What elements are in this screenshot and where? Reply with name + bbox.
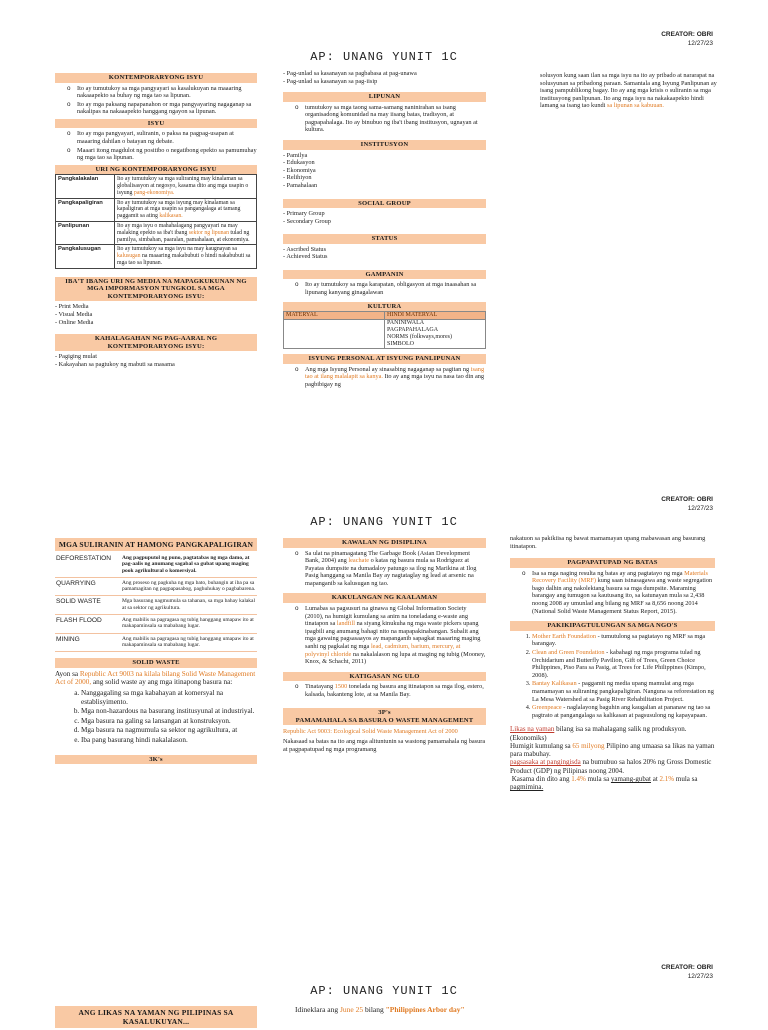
solid-waste-list [55, 689, 257, 745]
suliranin-key: FLASH FLOOD [55, 615, 121, 634]
list-item: - Visual Media [55, 310, 93, 318]
ngo-list [510, 633, 715, 720]
uri-value: Ito ay tumutukoy sa mga suliraning may kinalaman sa globalisasyon at negosyo, kasama dito ang mga usapin o isyung pang-ekonomiya. [115, 175, 257, 198]
table-row [56, 245, 257, 268]
list-item: o Tinatayang 1500 tonelada ng basura ang itinatapon sa mga ilog, estero, kalsada, bakanteng lote, at sa Manila Bay. [283, 683, 486, 698]
table-row [284, 320, 486, 349]
ra-9003-label: Republic Act 9003: Ecological Solid Waste Management Act of 2000 [283, 728, 458, 736]
table-row [56, 222, 257, 245]
uri-key: Panlipunan [56, 222, 115, 245]
isyu-list [55, 130, 257, 161]
uri-value: Ito ay mga isyu o mahahalagang pangyayari na may malaking epekto sa iba't ibang sektor ng lipunan tulad ng pamilya, simbahan, paaralan, pamahalaan, at ekonomiya. [115, 222, 257, 245]
list-item: - Achieved Status [283, 253, 328, 261]
page-1 [0, 0, 768, 460]
uri-key: Pangkapaligiran [56, 198, 115, 221]
heading-pagpapatupad: PAGPAPATUPAD NG BATAS [510, 558, 715, 568]
media-list [55, 303, 257, 326]
kultura-cell: PANINIWALA PAGPAPAHALAGA NORMS (folkways,mores) SIMBOLO [385, 320, 486, 349]
list-item: o Isa sa mga naging resulta ng batas ay ang pagtatayo ng mga Materials Recovery Facility (MRF) kung saan isinasagawa ang waste segregation bago dalhin ang nakolektang basura sa mga dumpsite. Maraming barangay ang tumugon sa kautusang ito, sa katunayan mula sa 2,438 noong 2008 ay umunlad ang bilang ng MRF sa 8,656 noong 2014 (National Solid Waste Management Status Report, 2015). [510, 570, 715, 616]
p2-column-1 [55, 535, 257, 766]
creator-label: CREATOR: OBRI [661, 964, 713, 971]
list-item: 2. Clean and Green Foundation - kabahagi ng mga programa tulad ng Orchidarium and Butterfly Pavilion, Gift of Trees, Green Choice Philippines, Piso Para sa Pasig, at Trees for Life Philippines (Kimpo, 2008). [532, 649, 715, 679]
list-item: - Kakayahan sa pagtukoy ng mabuti sa masama [55, 360, 175, 368]
list-item: o Maaari itong magdulot ng positibo o negatibong epekto sa pamumuhay ng mga tao sa lipunan. [55, 147, 257, 162]
kakulangan-list [283, 605, 486, 666]
heading-kontemporaryong-isyu: KONTEMPORARYONG ISYU [55, 73, 257, 83]
institusyon-list [283, 152, 486, 190]
p2-column-2 [283, 535, 486, 753]
table-row [55, 553, 257, 577]
list-item: - Print Media [55, 303, 89, 311]
list-item: e. Iba pang basurang hindi nakalalason. [81, 736, 257, 745]
heading-kakulangan: KAKULANGAN NG KAALAMAN [283, 593, 486, 603]
list-item: 4. Greenpeace - naglalayong baguhin ang kaugalian at pananaw ng tao sa pagtrato at pangangalaga sa kalikasan at pagsusulong ng kapayapaan. [532, 704, 715, 719]
heading-3ps: 3P's PAMAMAHALA SA BASURA O WASTE MANAGEMENT [283, 708, 486, 725]
likas-yaman-text: Likas na yaman bilang isa sa mahalagang salik ng produksyon. (Ekonomiks) Humigit kumulang sa 65 milyong Pilipino ang umaasa sa likas na yaman para mabuhay. pagsasaka at pangingisda na bumubuo sa halos 20% ng Gross Domestic Product (GDP) ng Pilipinas noong 2004. Kasama din dito ang 1.4% mula sa yamang-gubat at 2.1% mula sa pagmimina. [510, 725, 715, 792]
uri-table [55, 174, 257, 269]
list-item: - Primary Group [283, 210, 325, 218]
p3-column-2 [283, 1005, 486, 1014]
p3-column-1 [55, 1003, 257, 1030]
arbor-day-text: Idineklara ang June 25 bilang "Philippines Arbor day" [295, 1005, 465, 1014]
heading-uri: URI NG KONTEMPORARYONG ISYU [55, 165, 257, 175]
suliranin-value: Ang mabilis na pagragasa ng tubig hanggang umapaw ito at makapaminsala sa mababang lugar. [121, 615, 257, 634]
list-item: b. Mga non-hazardous na basurang institusyunal at industriyal. [81, 707, 257, 716]
katigasan-list [283, 683, 486, 698]
kultura-col-hindi-materyal: HINDI MATERYAL [385, 312, 486, 320]
heading-likas-yaman: ANG LIKAS NA YAMAN NG PILIPINAS SA KASALUKUYAN... [55, 1006, 257, 1028]
creator-date: 12/27/23 [687, 40, 713, 47]
list-item: d. Mga basura na nagmumula sa sektor ng agrikultura, at [81, 726, 257, 735]
pagpapatupad-list [510, 570, 715, 616]
kultura-table [283, 311, 486, 349]
heading-institusyon: INSTITUSYON [283, 140, 486, 150]
table-row [56, 198, 257, 221]
heading-kultura: KULTURA [283, 302, 486, 312]
uri-key: Pangkalusugan [56, 245, 115, 268]
heading-lipunan: LIPUNAN [283, 92, 486, 102]
list-item: - Ascribed Status [283, 245, 327, 253]
creator-label: CREATOR: OBRI [661, 31, 713, 38]
isyu-solusyon-text: solusyon kung saan ilan sa mga isyu na ito ay pribado at nararapat na solusyunan sa pribadong paraan. Samantala ang Isyung Panlipunan ay isang pampublikong bagay. Ito ay ang mga krisis o suliranin sa mga institusyong panlipunan. Ito ang mga isyu na nakakaapekto hindi lamang sa isang tao kundi sa lipunan sa kabuuan. [540, 72, 717, 110]
heading-kahalagahan: KAHALAGAHAN NG PAG-AARAL NG KONTEMPORARYONG ISYU: [55, 334, 257, 351]
heading-ngos: PAKIKIPAGTULUNGAN SA MGA NGO'S [510, 621, 715, 631]
p1-column-2 [283, 70, 486, 389]
list-item: a. Nanggagaling sa mga kabahayan at komersyal na establisyimento. [81, 689, 257, 706]
solid-waste-intro: Ayon sa Republic Act 9003 na kilala bilang Solid Waste Management Act of 2000, ang solid waste ay ang mga itinapong basura na: [55, 669, 256, 687]
list-item: - Edukasyon [283, 159, 315, 167]
suliranin-value: Ang pagpuputol ng puno, pagtatabas ng mga damo, at pag-aalis ng anumang sagabal sa gubat upang maging pook agrikultural o komersiyal. [121, 553, 257, 577]
list-item: o Ito ay tumutukoy sa mga karapatan, obligasyon at mga inaasahan sa lipunang kanyang ginagalawan [283, 281, 486, 296]
creator-block [661, 30, 713, 48]
list-item: - Pagiging mulat [55, 353, 97, 361]
heading-solid-waste: SOLID WASTE [55, 658, 257, 668]
heading-media: IBA'T IBANG URI NG MEDIA NA MAPAGKUKUNAN NG MGA IMPORMASYON TUNGKOL SA MGA KONTEMPORARYONG ISYU: [55, 277, 257, 302]
list-item: - Pag-unlad sa kasanayan sa pagbabasa at pag-unawa [283, 70, 417, 77]
list-item: - Ekonomiya [283, 166, 316, 174]
heading-gampanin: GAMPANIN [283, 270, 486, 280]
list-item: 3. Bantay Kalikasan - paggamit ng media upang mamulat ang mga mamamayan sa suliraning pangkapaligiran. Nanguna sa reforestation ng La Mesa Watershed at sa Pasig River Rehabilitation Project. [532, 680, 715, 703]
list-item: - Secondary Group [283, 217, 331, 225]
page-3 [0, 950, 768, 1024]
suliranin-key: QUARRYING [55, 577, 121, 596]
uri-value: Ito ay tumutukoy sa mga isyu na may kaugnayan sa kalusugan na maaaring makabubuti o hindi nakabubuti sa mga tao sa lipunan. [115, 245, 257, 268]
suliranin-key: SOLID WASTE [55, 596, 121, 615]
list-item: o Ang mga Isyung Personal ay sinasabing nagaganap sa pagitan ng isang tao at ilang malalapit sa kanya. Ito ay ang mga isyu na nasa tao din ang pagbibigay ng [283, 366, 486, 389]
list-item: - Pag-unlad sa kasanayan sa pag-iisip [283, 77, 378, 85]
ra-9003-text: Nakasaad sa batas na ito ang mga alituntunin sa wastong pamamahala ng basura at pagpapatupad ng mga programang [283, 738, 486, 753]
list-item: c. Mga basura na galing sa lansangan at konstruksyon. [81, 717, 257, 726]
kultura-col-materyal: MATERYAL [284, 312, 385, 320]
kawalan-list [283, 550, 486, 588]
heading-kawalan: KAWALAN NG DISIPLINA [283, 538, 486, 548]
heading-status: STATUS [283, 234, 486, 244]
list-item: o tumutukoy sa mga taong sama-samang naninirahan sa isang organisadong komunidad na may iisang batas, tradisyon, at pagpapahalaga. Ito ay binubuo ng iba't ibang institusyon, ugnayan at kultura. [283, 104, 486, 134]
list-item: - Pamilya [283, 151, 308, 159]
creator-date: 12/27/23 [687, 505, 713, 512]
heading-social-group: SOCIAL GROUP [283, 199, 486, 209]
list-item: o Ito ay tumutukoy sa mga pangyayari sa kasalukuyan na maaaring nakaaapekto sa buhay ng mga tao sa lipunan. [55, 85, 257, 100]
list-item: o Ito ay mga pangyayari, suliranin, o paksa na pagpag-usapan at maaaring dahilan o batayan ng debate. [55, 130, 257, 145]
nakatuon-text: nakatuon sa pakikiisa ng bawat mamamayan upang mabawasan ang basurang itinatapon. [510, 535, 706, 550]
p2-column-3 [510, 535, 715, 792]
table-row [284, 312, 486, 320]
uri-key: Pangkalakalan [56, 175, 115, 198]
page-title: AP: UNANG YUNIT 1C [310, 50, 458, 64]
heading-katigasan: KATIGASAN NG ULO [283, 672, 486, 682]
table-row [55, 577, 257, 596]
list-item: o Lumabas sa pagsusuri na ginawa ng Global Information Society (2010), na humigit kumulang sa anim na toneladang e-waste ang tinatapon sa landfill na siyang kinukuha ng mga waste pickers upang ipagbili ang anumang bahagi nito na mapapakinabangan. Subalit ang mga gawaing pagsasaayos ay mapanganib sapagkat maaaring maging sanhi ng pagkalat ng mga lead, cadmium, barium, mercury, at polyvinyl chloride na nakalalason ng lupa at maging ng tubig (Mooney, Knox, & Schacht, 2011) [283, 605, 486, 666]
list-item: - Online Media [55, 318, 94, 326]
list-item: - Relihiyon [283, 174, 312, 182]
table-row [55, 596, 257, 615]
list-item: o Sa ulat na pinamagatang The Garbage Book (Asian Development Bank, 2004) ang leachate o katas ng basura mula sa Rodriguez at Payatas dumpsite na dumadaloy patungo sa ilog ng Marikina at Ilog Pasig hanggang sa Manila Bay ay nagtataglay ng lead at arsenic na mapanganib sa kalusugan ng tao. [283, 550, 486, 588]
lipunan-list [283, 104, 486, 134]
creator-date: 12/27/23 [687, 973, 713, 980]
suliranin-key: MINING [55, 633, 121, 652]
social-list [283, 210, 486, 225]
suliranin-table [55, 553, 257, 652]
suliranin-value: Ang proseso ng pagkuha ng mga bato, buhangin at iba pa sa pamamagitan ng pagpapasabog, paghuhukay o pagbabarena. [121, 577, 257, 596]
kahalagahan-list [55, 353, 257, 368]
pag-unlad-list [283, 70, 486, 85]
heading-suliranin: MGA SULIRANIN AT HAMONG PANGKAPALIGIRAN [55, 538, 257, 551]
kontemporaryo-list [55, 85, 257, 116]
table-row [55, 615, 257, 634]
heading-isyung-personal: ISYUNG PERSONAL AT ISYUNG PANLIPUNAN [283, 354, 486, 364]
heading-isyu: ISYU [55, 119, 257, 129]
page-title: AP: UNANG YUNIT 1C [310, 984, 458, 998]
suliranin-key: DEFORESTATION [55, 553, 121, 577]
creator-block [661, 963, 713, 981]
table-row [56, 175, 257, 198]
kultura-cell-empty [284, 320, 385, 349]
heading-3ks: 3K's [55, 755, 257, 765]
gampanin-list [283, 281, 486, 296]
list-item: 1. Mother Earth Foundation - tumutulong sa pagtatayo ng MRF sa mga barangay. [532, 633, 715, 648]
status-list [283, 246, 486, 261]
suliranin-value: Ang mabilis na pagragasa ng tubig hanggang umapaw ito at makapaminsala sa mababang lugar. [121, 633, 257, 652]
page-title: AP: UNANG YUNIT 1C [310, 515, 458, 529]
creator-label: CREATOR: OBRI [661, 496, 713, 503]
table-row [55, 633, 257, 652]
suliranin-value: Mga basurang nagmumula sa tahanan, sa mga bahay kalakal at sa sektor ng agrikultura. [121, 596, 257, 615]
list-item: o Ito ay mga paksang napapanahon or mga pangyayaring nagaganap sa nakalipas na nakaaapekto hanggang ngayon sa lipunan. [55, 101, 257, 116]
p1-column-3 [540, 72, 720, 110]
list-item: - Pamahalaan [283, 181, 318, 189]
creator-block [661, 495, 713, 513]
page-2 [0, 490, 768, 1010]
uri-value: Ito ay tumutukoy sa mga isyung may kinalaman sa kapaligiran at mga usapin sa pangangalaga at tamang paggamit sa ating kalikasan. [115, 198, 257, 221]
p1-column-1 [55, 70, 257, 368]
personal-list [283, 366, 486, 389]
